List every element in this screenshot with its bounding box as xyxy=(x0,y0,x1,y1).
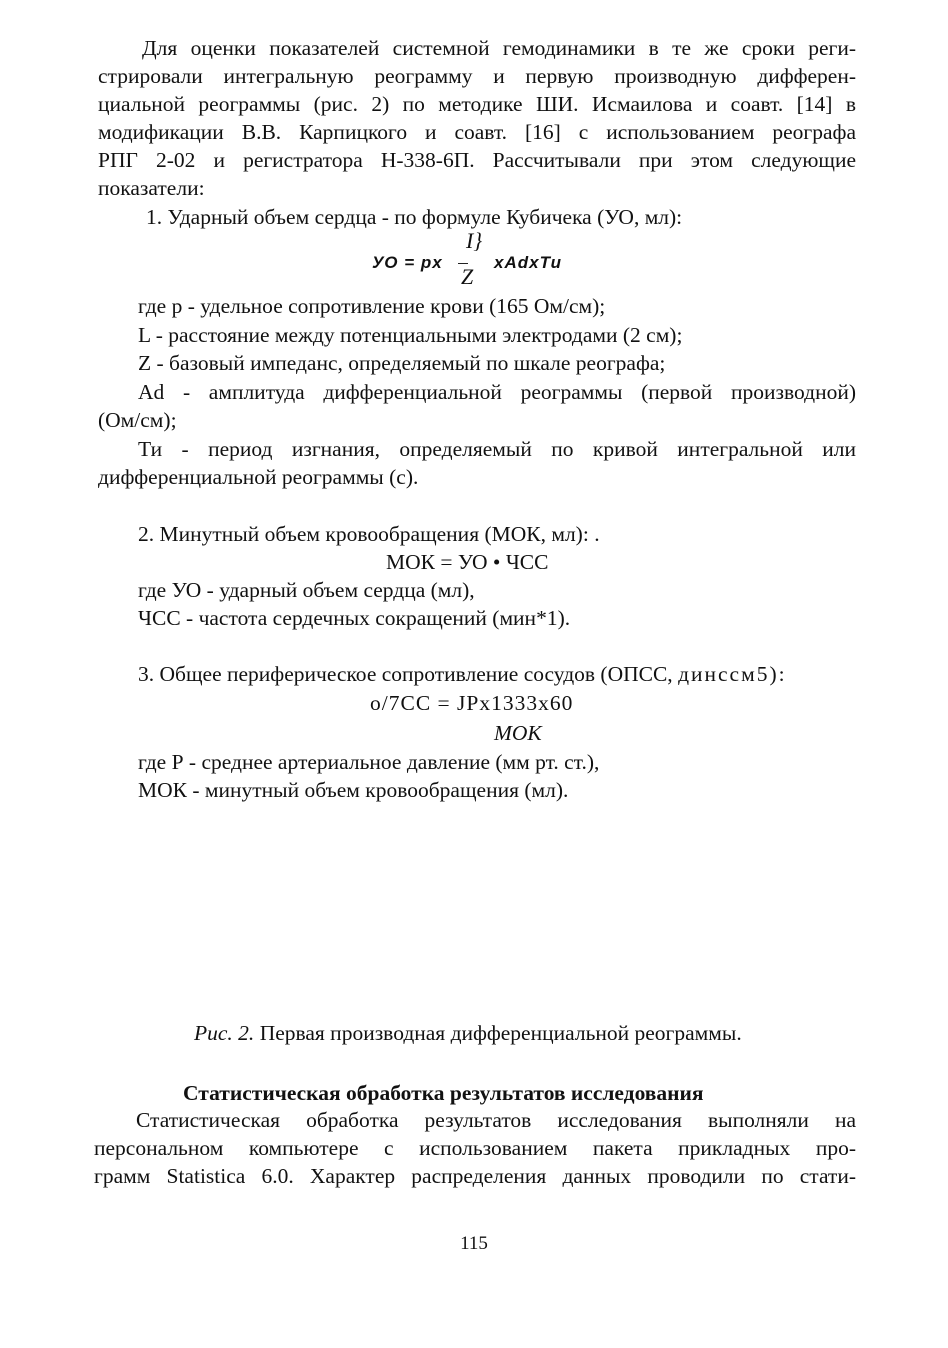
formula2: МОК = УО • ЧСС xyxy=(386,550,549,574)
section-heading: Статистическая обработка результатов исследования xyxy=(183,1081,704,1105)
stats-line-3: грамм Statistica 6.0. Характер распределения данных проводили по стати- xyxy=(94,1164,856,1188)
intro-line-4: модификации В.В. Карпицкого и соавт. [16] с использованием реографа xyxy=(98,120,856,144)
formula3-denominator: МОК xyxy=(494,721,542,745)
def-ti-line-1: Ти - период изгнания, определяемый по кривой интегральной или xyxy=(138,437,856,461)
figure-caption xyxy=(194,1021,742,1046)
formula1-numerator: I} xyxy=(466,228,483,253)
figure-caption-text: Первая производная дифференциальной реограммы. xyxy=(254,1021,742,1045)
page-number: 115 xyxy=(460,1233,488,1254)
figure-caption-label: Рис. 2. xyxy=(194,1021,255,1045)
def-l: L - расстояние между потенциальными электродами (2 см); xyxy=(138,323,683,347)
formula1-left: УО = px xyxy=(372,253,443,272)
stats-line-2: персональном компьютере с использованием пакета прикладных про- xyxy=(94,1136,856,1160)
def-z: Z - базовый импеданс, определяемый по шкале реографа; xyxy=(138,351,666,375)
intro-line-5: РПГ 2-02 и регистратора Н-338-6П. Рассчитывали при этом следующие xyxy=(98,148,856,172)
formula1-denominator: Z xyxy=(461,264,474,289)
def-ti-line-2: дифференциальной реограммы (с). xyxy=(98,465,419,489)
intro-line-2: стрировали интегральную реограмму и первую производную дифферен- xyxy=(98,64,856,88)
item2-heading: 2. Минутный объем кровообращения (МОК, мл): . xyxy=(138,522,600,546)
formula1-right: xAdxTu xyxy=(494,253,563,272)
formula3-numerator: о/7СС = JPx1333x60 xyxy=(370,691,574,715)
def-ad-line-1: Ad - амплитуда дифференциальной реограммы (первой производной) xyxy=(138,380,856,404)
def-mok: МОК - минутный объем кровообращения (мл). xyxy=(138,778,569,802)
def-hss: ЧСС - частота сердечных сокращений (мин*1). xyxy=(138,606,571,630)
def-ad-line-2: (Ом/см); xyxy=(98,408,177,432)
item3-heading-unit: динссм5): xyxy=(678,662,787,686)
intro-line-3: циальной реограммы (рис. 2) по методике ШИ. Исмаилова и соавт. [14] в xyxy=(98,92,856,116)
def-uo: где УО - ударный объем сердца (мл), xyxy=(138,578,475,602)
intro-line-1: Для оценки показателей системной гемодинамики в те же сроки реги- xyxy=(142,36,856,60)
intro-line-6: показатели: xyxy=(98,176,205,200)
item1-heading: 1. Ударный объем сердца - по формуле Кубичека (УО, мл): xyxy=(146,205,683,229)
item3-heading xyxy=(138,660,787,688)
item3-heading-main: 3. Общее периферическое сопротивление сосудов (ОПСС, xyxy=(138,662,679,686)
def-p: где р - удельное сопротивление крови (165 Ом/см); xyxy=(138,294,606,318)
def-p-pressure: где Р - среднее артериальное давление (мм рт. ст.), xyxy=(138,750,600,774)
stats-line-1: Статистическая обработка результатов исследования выполняли на xyxy=(136,1108,856,1132)
